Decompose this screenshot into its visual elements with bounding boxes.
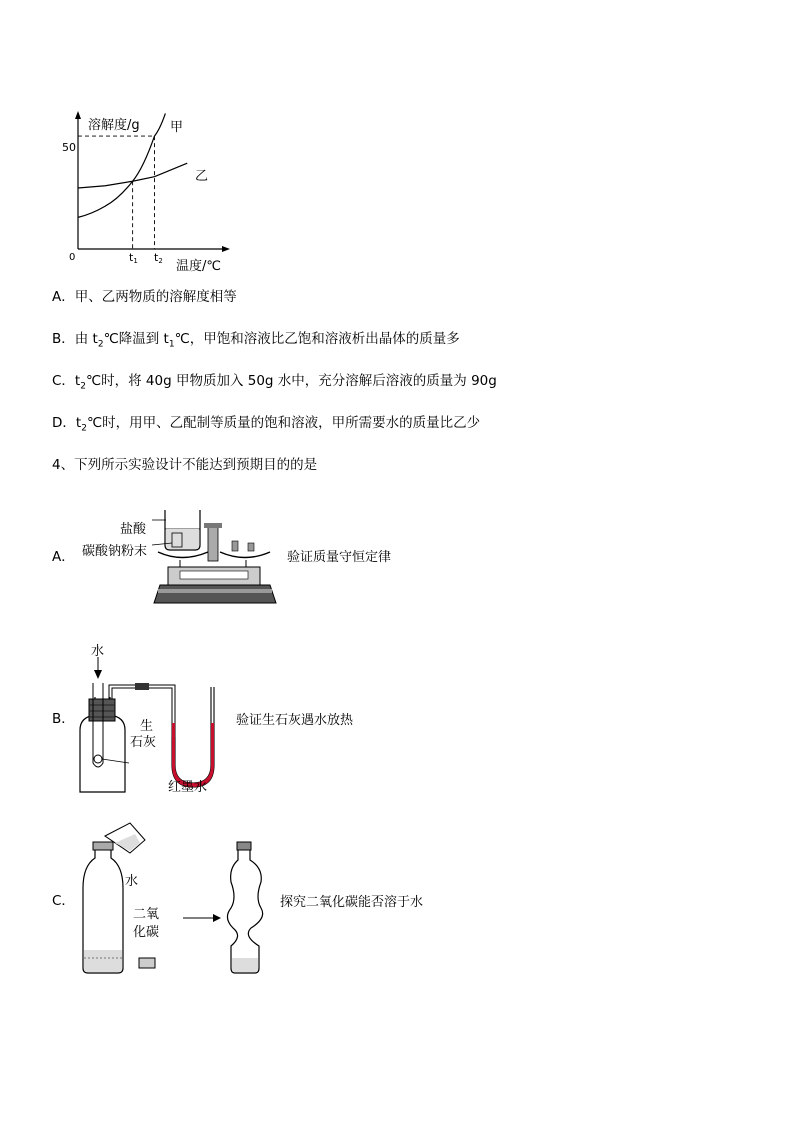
y-axis-label: 溶解度/g bbox=[88, 118, 140, 133]
q3-option-b[interactable]: B．由 $t_2℃$降温到 $t_1℃$，甲饱和溶液比乙饱和溶液析出晶体的质量多 bbox=[52, 331, 460, 350]
origin-label: 0 bbox=[69, 252, 76, 263]
label-water-c: 水 bbox=[125, 874, 139, 889]
label-co2-2: 化碳 bbox=[133, 925, 160, 940]
y-tick-label: 50 bbox=[62, 141, 76, 154]
bottle-cap-icon bbox=[139, 958, 155, 968]
q3-option-c[interactable]: C．$t_2℃$时，将 40g 甲物质加入 50g 水中，充分溶解后溶液的质量为 90g bbox=[52, 373, 497, 392]
x-axis-arrow bbox=[222, 246, 230, 252]
label-sodium-carbonate: 碳酸钠粉末 bbox=[82, 544, 148, 559]
x-tick-t1: t1 bbox=[129, 251, 138, 265]
x-axis-label: 温度/℃ bbox=[176, 259, 221, 274]
series-yi-label: 乙 bbox=[195, 169, 209, 184]
label-water-b: 水 bbox=[91, 644, 105, 659]
right-pan-icon bbox=[220, 552, 270, 558]
q4-stem: 4、下列所示实验设计不能达到预期目的的是 bbox=[52, 457, 318, 473]
label-co2-1: 二氧 bbox=[133, 907, 160, 922]
option-b-description: 验证生石灰遇水放热 bbox=[236, 713, 354, 728]
q4-option-c-letter[interactable]: C． bbox=[52, 893, 75, 909]
x-tick-t2: t2 bbox=[154, 251, 163, 265]
arrow-down-icon bbox=[94, 670, 102, 679]
y-axis-arrow bbox=[75, 111, 81, 119]
left-pan-icon bbox=[158, 552, 208, 558]
option-c-description: 探究二氧化碳能否溶于水 bbox=[280, 895, 424, 910]
label-red-ink: 红墨水 bbox=[168, 780, 208, 795]
option-a-description: 验证质量守恒定律 bbox=[287, 550, 392, 565]
q3-option-a[interactable] bbox=[52, 288, 237, 306]
arrow-right-icon bbox=[213, 914, 221, 922]
balance-apparatus bbox=[150, 505, 280, 605]
label-quicklime-2: 石灰 bbox=[130, 735, 157, 750]
q4-option-b-letter[interactable]: B． bbox=[52, 711, 75, 727]
series-jia-label: 甲 bbox=[170, 120, 184, 135]
u-tube-icon bbox=[175, 687, 211, 783]
q4-option-a-letter[interactable]: A． bbox=[52, 549, 75, 565]
label-quicklime-1: 生 bbox=[140, 719, 154, 734]
label-hydrochloric-acid: 盐酸 bbox=[120, 522, 147, 537]
q3-option-d[interactable]: D．$t_2℃$时，用甲、乙配制等质量的饱和溶液，甲所需要水的质量比乙少 bbox=[52, 415, 481, 434]
plastic-bottle-right-icon bbox=[227, 848, 262, 973]
q3-option-a-text: A．甲、乙两物质的溶解度相等 bbox=[52, 289, 237, 305]
solubility-chart bbox=[60, 108, 260, 278]
co2-bottle-apparatus bbox=[75, 818, 275, 978]
